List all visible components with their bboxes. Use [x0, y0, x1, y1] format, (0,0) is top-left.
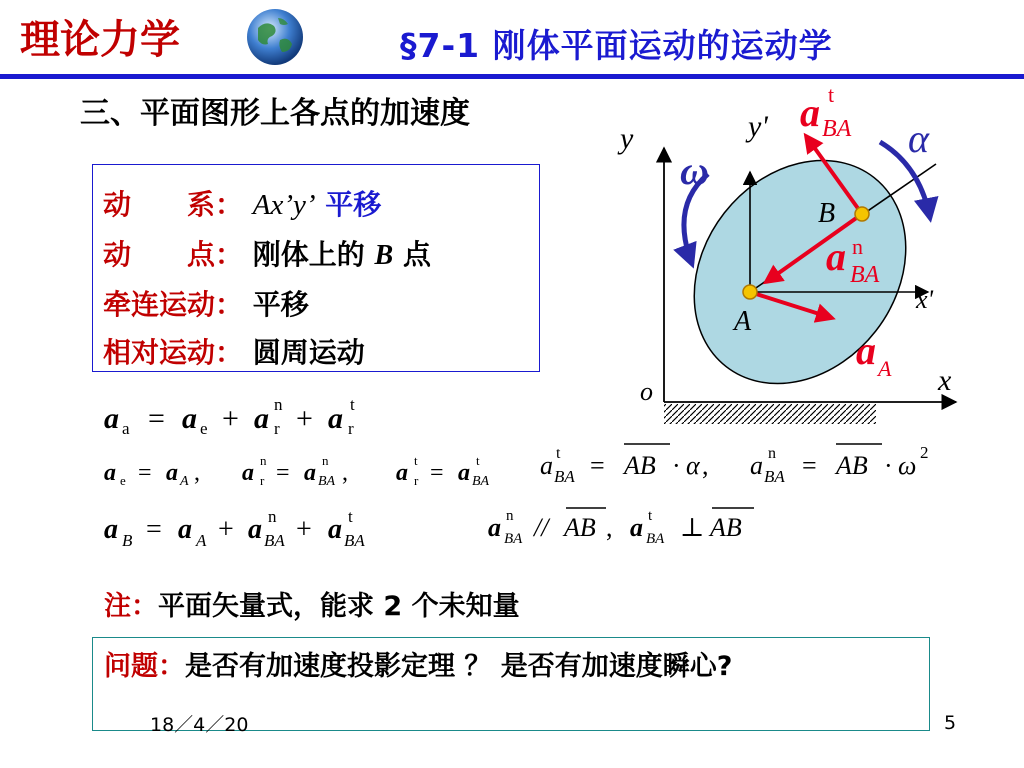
svg-text:A: A: [180, 474, 189, 489]
point-row: [103, 233, 431, 273]
svg-text:r: r: [274, 419, 280, 438]
equation-4: [104, 507, 365, 550]
svg-text:a: a: [488, 513, 501, 542]
svg-text:a: a: [458, 460, 470, 486]
svg-text:A: A: [196, 531, 207, 550]
point-value-suffix: 点: [402, 238, 431, 271]
transport-row: [103, 283, 309, 323]
svg-text:e: e: [120, 473, 126, 488]
svg-text:t: t: [348, 507, 353, 526]
svg-text:r: r: [260, 473, 265, 488]
label-a-ba-t-sub: BA: [822, 116, 852, 142]
svg-text:n: n: [506, 508, 514, 524]
svg-text:a: a: [104, 402, 119, 435]
svg-text://: //: [534, 513, 549, 542]
svg-text:a: a: [122, 419, 130, 438]
svg-text:BA: BA: [472, 474, 490, 489]
label-a-a-sub: A: [878, 356, 892, 381]
equation-3: [540, 443, 929, 486]
svg-text:a: a: [104, 514, 118, 545]
svg-text:t: t: [476, 453, 480, 468]
svg-text:a: a: [182, 402, 197, 435]
question: [104, 648, 904, 686]
page-number: 5: [944, 712, 957, 734]
label-a-ba-t-sup: t: [828, 86, 835, 107]
note: [104, 584, 520, 623]
label-a-ba-t-main: a: [800, 90, 820, 135]
question-text: 是否有加速度投影定理 ？ 是否有加速度瞬心?: [185, 651, 733, 682]
svg-text:B: B: [122, 531, 133, 550]
transport-value: 平移: [252, 288, 309, 321]
label-a-ba-n-main: a: [826, 234, 846, 279]
svg-text:a: a: [242, 460, 254, 486]
frame-math: Ax’y’: [252, 189, 316, 221]
svg-text:BA: BA: [764, 467, 785, 486]
svg-text:e: e: [200, 419, 208, 438]
note-text: 平面矢量式，能求 2 个未知量: [158, 591, 520, 622]
svg-text:AB: AB: [564, 513, 596, 542]
svg-text:=: =: [148, 402, 165, 435]
svg-text:t: t: [556, 445, 561, 462]
svg-text:ω: ω: [898, 451, 917, 480]
svg-text:a: a: [630, 513, 643, 542]
label-y: y: [620, 122, 634, 155]
svg-text:a: a: [104, 460, 116, 486]
svg-text:2: 2: [920, 443, 929, 462]
course-title: 理论力学: [20, 17, 180, 63]
label-a-ba-n-sub: BA: [850, 262, 880, 288]
svg-text:t: t: [414, 453, 418, 468]
label-point-a: A: [734, 306, 752, 337]
ground-surface: [664, 404, 876, 424]
section-title: §7-1 刚体平面运动的运动学: [400, 26, 833, 65]
svg-text:+: +: [296, 514, 312, 545]
section-subtitle: 三、平面图形上各点的加速度: [80, 96, 470, 131]
svg-text:BA: BA: [646, 531, 665, 547]
point-a: [743, 285, 757, 299]
svg-text:,: ,: [342, 460, 348, 486]
svg-text:a: a: [540, 451, 553, 480]
svg-text:=: =: [430, 460, 444, 486]
globe-icon: [244, 6, 306, 68]
svg-text:BA: BA: [264, 531, 285, 550]
label-point-b: B: [818, 198, 836, 229]
svg-text:,: ,: [606, 513, 613, 542]
svg-text:n: n: [768, 445, 776, 462]
svg-text:r: r: [414, 473, 419, 488]
svg-text:=: =: [276, 460, 290, 486]
svg-text:a: a: [166, 460, 178, 486]
svg-text:n: n: [268, 507, 277, 526]
footer-date: 18／4／20: [150, 714, 249, 736]
equation-1: [104, 395, 355, 438]
svg-text:·: ·: [884, 451, 893, 480]
svg-text:t: t: [648, 508, 653, 524]
label-y-prime: y': [748, 110, 768, 143]
svg-text:,: ,: [194, 460, 200, 486]
point-math: B: [374, 240, 394, 271]
label-a-ba-t: [800, 86, 852, 142]
svg-text:a: a: [304, 460, 316, 486]
svg-text:n: n: [260, 453, 267, 468]
svg-text:α: α: [686, 451, 700, 480]
label-a-ba-n-sup: n: [852, 234, 863, 259]
label-omega: ω: [680, 148, 709, 193]
point-label: 动 点：: [103, 238, 244, 271]
svg-text:BA: BA: [318, 474, 336, 489]
svg-text:=: =: [802, 451, 817, 480]
svg-text:AB: AB: [624, 451, 656, 480]
svg-text:t: t: [350, 395, 355, 414]
equation-5: [488, 508, 754, 547]
svg-text:BA: BA: [554, 467, 575, 486]
svg-text:+: +: [218, 514, 234, 545]
point-value-prefix: 刚体上的: [252, 238, 365, 271]
transport-label: 牵连运动：: [103, 288, 244, 321]
svg-text:,: ,: [702, 451, 709, 480]
svg-text:a: a: [328, 402, 343, 435]
header-divider: [0, 74, 1024, 79]
label-alpha: α: [908, 116, 929, 161]
svg-text:a: a: [254, 402, 269, 435]
question-label: 问题：: [104, 651, 185, 682]
svg-text:AB: AB: [836, 451, 868, 480]
svg-text:AB: AB: [710, 513, 742, 542]
svg-text:r: r: [348, 419, 354, 438]
svg-text:·: ·: [672, 451, 681, 480]
relative-label: 相对运动：: [103, 336, 244, 369]
label-x-prime: x': [916, 285, 934, 314]
svg-text:BA: BA: [344, 531, 365, 550]
kinematics-diagram: [600, 86, 1010, 446]
equation-source-1: [0, 0, 1, 1]
label-x: x: [938, 364, 952, 397]
svg-text:+: +: [296, 402, 313, 435]
frame-label: 动 系：: [103, 188, 244, 221]
svg-text:n: n: [274, 395, 283, 414]
label-a-a-main: a: [856, 328, 876, 373]
svg-text:a: a: [328, 514, 342, 545]
equation-2: [104, 453, 490, 489]
svg-text:=: =: [138, 460, 152, 486]
svg-text:⊥: ⊥: [680, 513, 705, 542]
relative-value: 圆周运动: [252, 336, 365, 369]
label-origin: o: [640, 377, 653, 406]
svg-text:a: a: [396, 460, 408, 486]
svg-text:BA: BA: [504, 531, 523, 547]
point-b: [855, 207, 869, 221]
frame-row: [103, 183, 381, 223]
frame-value: 平移: [325, 188, 382, 221]
svg-text:a: a: [248, 514, 262, 545]
svg-text:n: n: [322, 453, 329, 468]
svg-text:=: =: [146, 514, 162, 545]
note-label: 注：: [104, 591, 158, 622]
svg-text:a: a: [750, 451, 763, 480]
svg-text:=: =: [590, 451, 605, 480]
relative-row: [103, 331, 365, 371]
label-a-a: [856, 328, 892, 381]
kinematics-box: [92, 164, 540, 372]
svg-text:+: +: [222, 402, 239, 435]
svg-text:a: a: [178, 514, 192, 545]
